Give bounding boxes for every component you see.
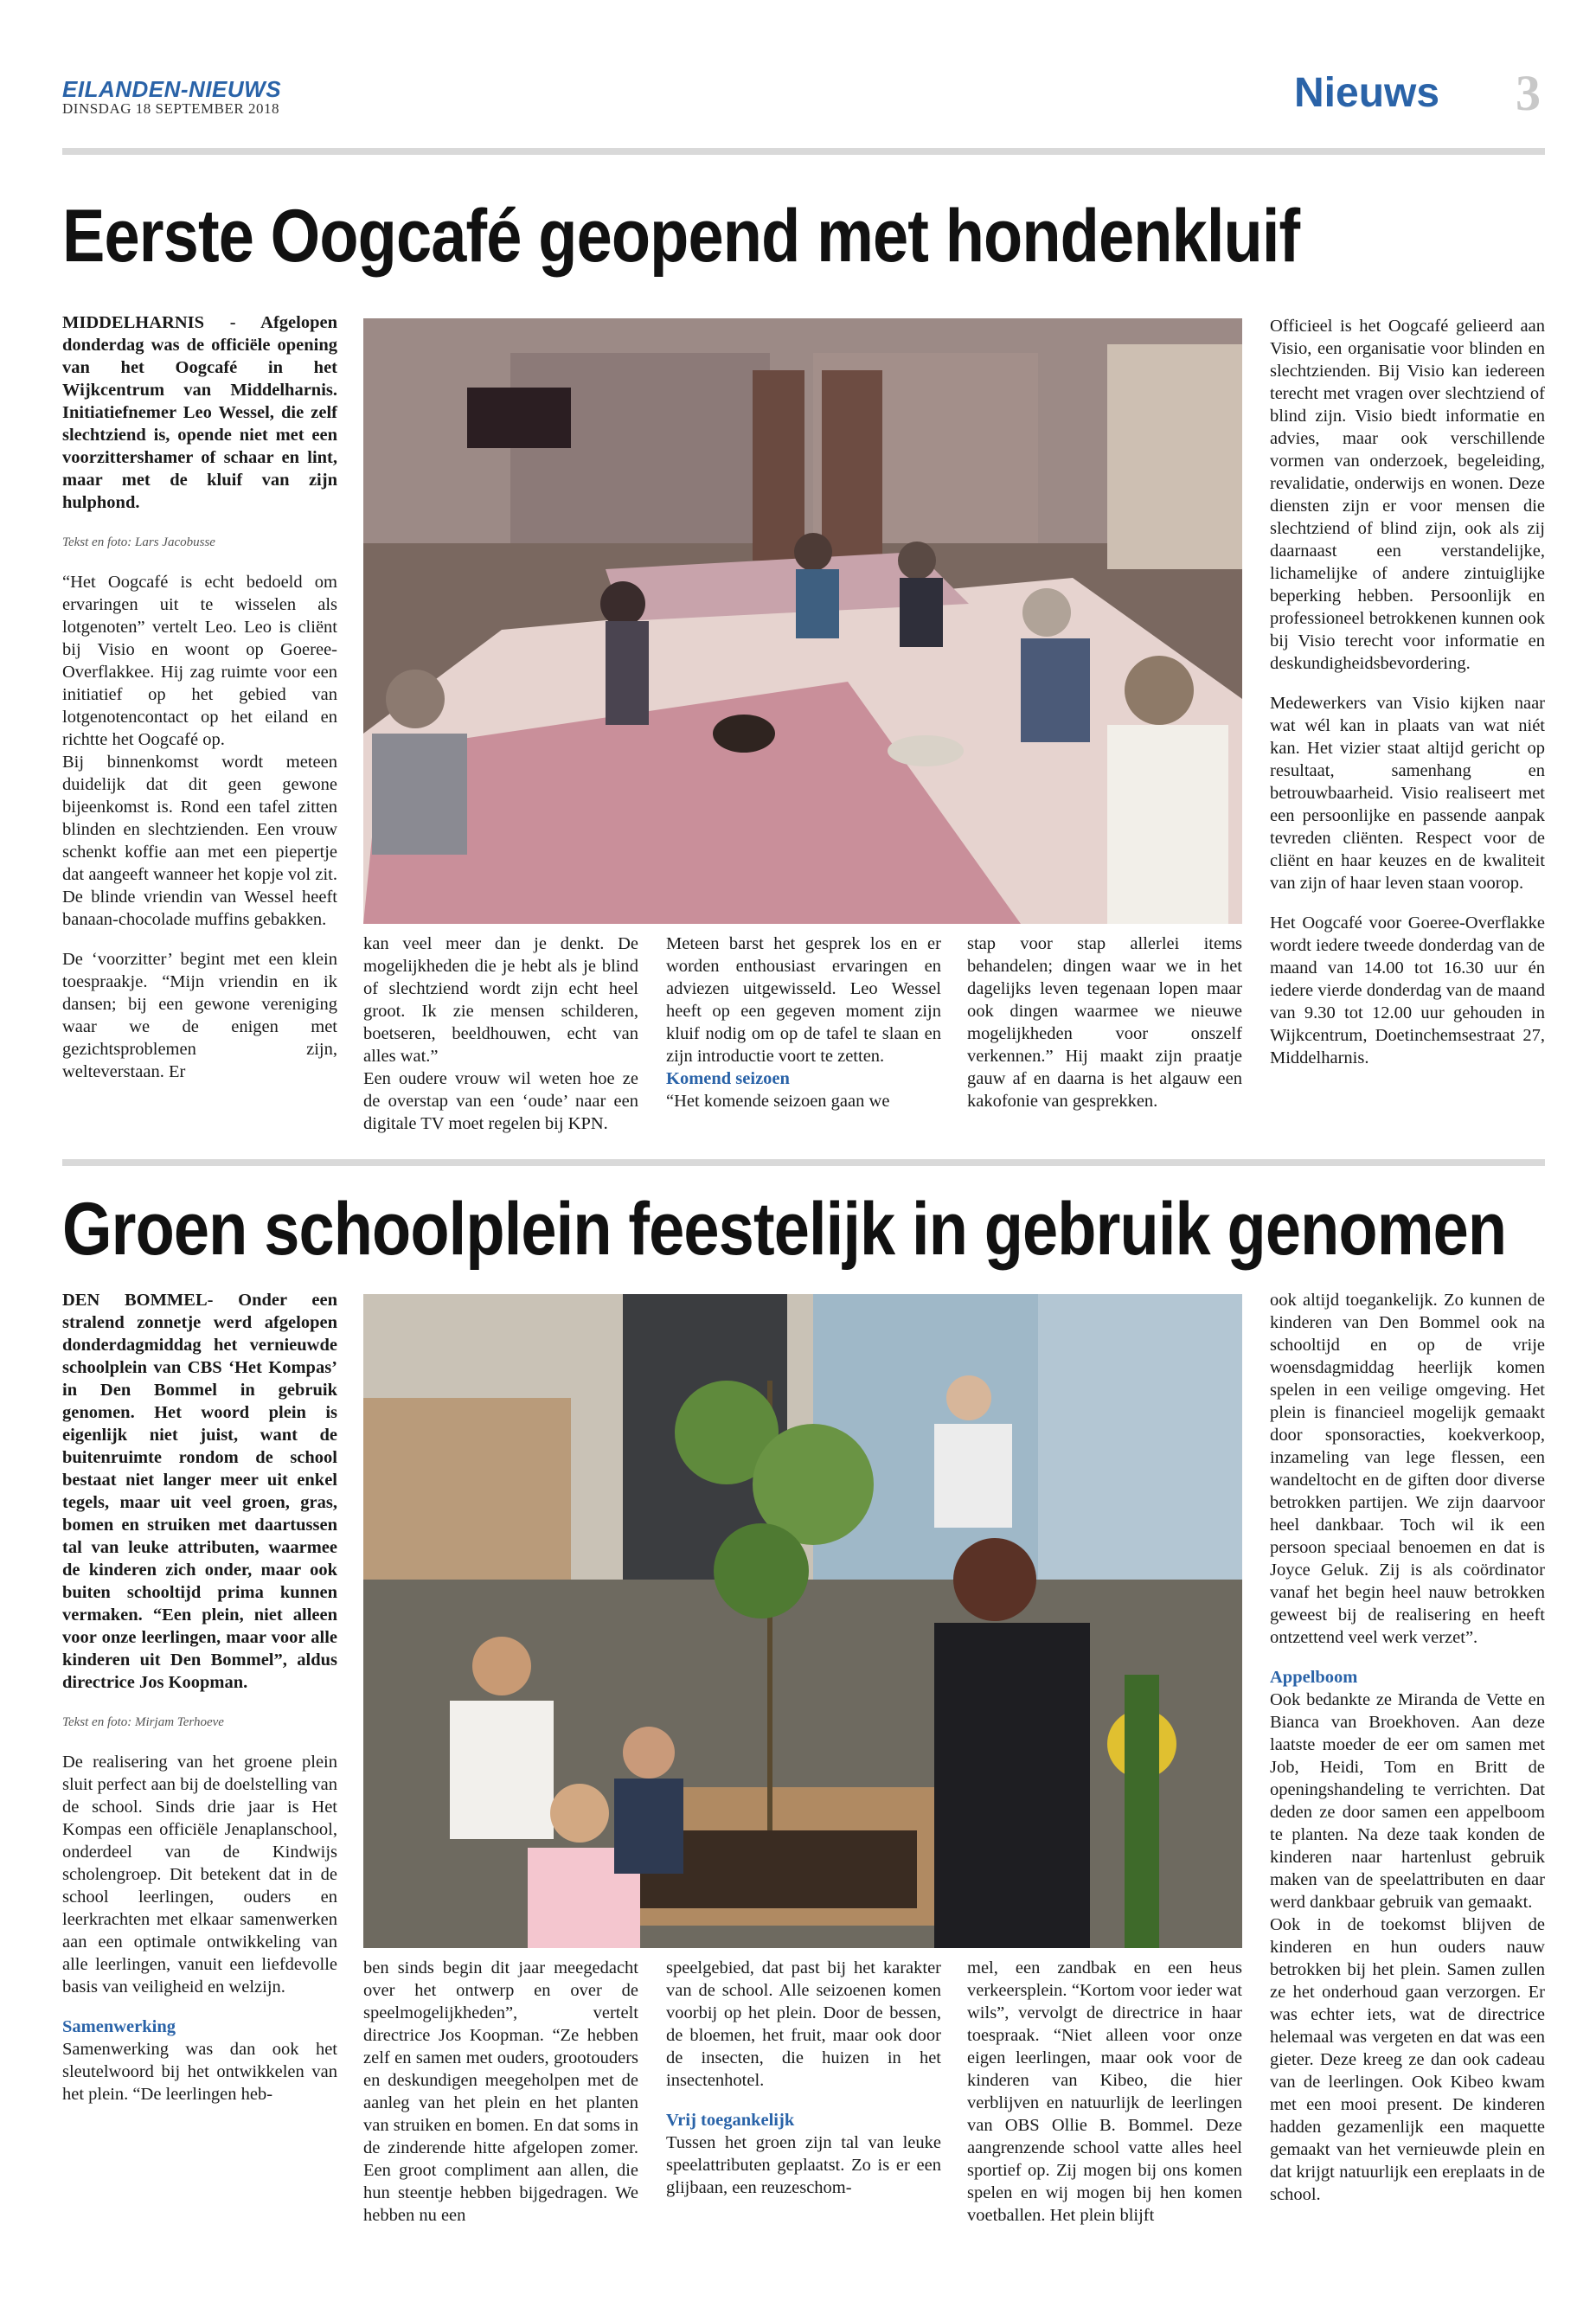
article2-paragraph: speelgebied, dat past bij het karakter van de school. Alle seizoenen komen voorbij op het plein. Door de bessen, de bloemen, het fruit, maar ook door de insecten, die huizen in het insectenhotel. <box>666 1958 941 2090</box>
article1-photo-oogcafe <box>363 318 1242 924</box>
photo-schoolyard-illustration <box>363 1294 1242 1948</box>
article1-paragraph: Bij binnenkomst wordt meteen duidelijk dat dit geen gewone bijeenkomst is. Rond een tafel zitten blinden en slechtzienden. Een vrouw schenkt koffie aan met een piepertje dat aangeeft wanneer het kopje vol zit. De blinde vriendin van Wessel heeft banaan-chocolade muffins gebakken. <box>62 753 337 929</box>
article2-paragraph: ook altijd toegankelijk. Zo kunnen de kinderen van Den Bommel ook na schooltijd en op de vrije woensdagmiddag heerlijk komen spelen in een veilige omgeving. Het plein is financieel mogelijk gemaakt door sponsoracties, koekverkoop, inzameling van lege flessen, een wandeltocht en de giften door diverse betrokken partijen. We zijn daarvoor heel dankbaar. Toch wil ik een persoon speciaal benoemen en dat is Joyce Geluk. Zij is als coördinator vanaf het begin heel nauw betrokken geweest bij de realisering en heeft ontzettend veel werk verzet”. <box>1270 1291 1545 1647</box>
article2-lead: DEN BOMMEL- Onder een stralend zonnetje werd afgelopen donderdagmiddag het vernieuwde schoolplein van CBS ‘Het Kompas’ in Den Bommel in gebruik genomen. Het woord plein is eigenlijk niet juist, want de buitenruimte rondom de school bestaat niet langer meer uit enkel tegels, maar uit veel groen, gras, bomen en struiken met daartussen tal van leuke attributen, waarmee de kinderen zich onder, maar ook buiten schooltijd prima kunnen vermaken. “Een plein, niet alleen voor onze leerlingen, maar voor alle kinderen uit Den Bommel”, aldus directrice Jos Koopman. <box>62 1291 337 1692</box>
article2-paragraph: Ook bedankte ze Miranda de Vette en Bianca van Broekhoven. Aan deze laatste moeder de eer om samen met Job, Heidi, Tom en Britt de openingshandeling te verrichten. Dat deden ze door samen een appelboom te planten. Na deze taak konden de kinderen naar hartenlust gebruik maken van de speelattributen en daar werd dankbaar gebruik van gemaakt. <box>1270 1690 1545 1912</box>
article1-subhead-komend-seizoen: Komend seizoen <box>666 1069 790 1088</box>
article2-photo-schoolplein <box>363 1294 1242 1948</box>
photo-meeting-room-illustration <box>363 318 1242 924</box>
article-divider <box>62 1159 1545 1166</box>
issue-date: DINSDAG 18 SEPTEMBER 2018 <box>62 100 279 117</box>
newspaper-logo: EILANDEN-NIEUWS <box>62 76 282 102</box>
page-number: 3 <box>1516 65 1541 121</box>
section-label: Nieuws <box>1294 70 1440 116</box>
article1-paragraph: “Het Oogcafé is echt bedoeld om ervaringen uit te wisselen als lotgenoten” vertelt Leo. Leo is cliënt bij Visio en woont op Goeree-Overflakkee. Hij zag ruimte voor een initiatief op het gebied van lotgenotencontact op het eiland en richtte het Oogcafé op. <box>62 573 337 749</box>
article2-photo-credit: Tekst en foto: Mirjam Terhoeve <box>62 1715 224 1729</box>
article1-column-5 <box>1270 315 1545 1086</box>
article1-column-4 <box>967 933 1242 1130</box>
article1-paragraph: Medewerkers van Visio kijken naar wat wél kan in plaats van wat niét kan. Het vizier staat altijd gericht op resultaat, samenhang en betrouwbaarheid. Visio realiseert met een persoonlijke en passende aanpak tevreden cliënten. Respect voor de cliënt en haar keuzes en de kwaliteit van zijn of haar leven staan voorop. <box>1270 694 1545 893</box>
article1-column-2 <box>363 933 638 1152</box>
article1-paragraph: stap voor stap allerlei items behandelen; dingen waar we in het dagelijks leven tegenaan lopen maar ook dingen waarmee we nieuwe mogelijkheden voor onszelf verkennen.” Hij maakt zijn praatje gauw af en daarna is het algauw een kakofonie van gesprekken. <box>967 934 1242 1111</box>
top-divider <box>62 148 1545 155</box>
article2-headline: Groen schoolplein feestelijk in gebruik genomen <box>62 1188 1507 1271</box>
article1-column-3 <box>666 933 941 1130</box>
article2-paragraph: De realisering van het groene plein sluit perfect aan bij de doelstelling van de school. Sinds drie jaar is Het Kompas een officiële Jenaplanschool, onderdeel van de Kindwijs scholengroep. Dit betekent dat in de school leerlingen, ouders en leerkrachten met elkaar samenwerken aan een optimale ontwikkeling van alle leerlingen, vanuit een liefdevolle basis van veiligheid en welzijn. <box>62 1753 337 1997</box>
article2-paragraph: ben sinds begin dit jaar meegedacht over het ontwerp en over de speelmogelijkheden”, vertelt directrice Jos Koopman. “Ze hebben zelf en samen met ouders, grootouders en deskundigen meegeholpen met de aanleg van het plein en het planten van struiken en bomen. En dat soms in de zinderende hitte afgelopen zomer. Een groot compliment aan allen, die hun steentje hebben bijgedragen. We hebben nu een <box>363 1958 638 2225</box>
article2-column-2 <box>363 1957 638 2244</box>
article2-paragraph: Ook in de toekomst blijven de kinderen en hun ouders nauw betrokken bij het plein. Samen zullen ze het onderhoud gaan verzorgen. Er was echter iets, wat de directrice helemaal was vergeten en dat was een gieter. Deze kreeg ze dan ook cadeau van de leerlingen. Ook Kibeo kwam met een mooi present. De kinderen hadden gezamenlijk een maquette gemaakt van het vernieuwde plein en dat krijgt natuurlijk een ereplaats in de school. <box>1270 1915 1545 2204</box>
article2-subhead-appelboom: Appelboom <box>1270 1668 1358 1687</box>
article2-subhead-vrij-toegankelijk: Vrij toegankelijk <box>666 2111 795 2130</box>
article1-paragraph: “Het komende seizoen gaan we <box>666 1092 890 1111</box>
article1-column-1 <box>62 311 337 1100</box>
article1-paragraph: kan veel meer dan je denkt. De mogelijkheden die je hebt als je blind of slechtziend wordt zijn echt heel groot. Ik zie mensen schilderen, boetseren, beeldhouwen, echt van alles wat.” <box>363 934 638 1066</box>
article2-column-3 <box>666 1957 941 2216</box>
article1-headline: Eerste Oogcafé geopend met hondenkluif <box>62 195 1300 278</box>
article1-photo-credit: Tekst en foto: Lars Jacobusse <box>62 535 215 549</box>
article1-paragraph: Het Oogcafé voor Goeree-Overflakke wordt iedere tweede donderdag van de maand van 14.00 tot 16.30 uur én iedere vierde donderdag van de maand van 9.30 tot 12.00 uur gehouden in Wijkcentrum, Doetinchemsestraat 27, Middelharnis. <box>1270 913 1545 1067</box>
article2-column-5 <box>1270 1289 1545 2223</box>
article2-column-1 <box>62 1289 337 2123</box>
article1-paragraph: Een oudere vrouw wil weten hoe ze de overstap van een ‘oude’ naar een digitale TV moet regelen bij KPN. <box>363 1069 638 1133</box>
article2-paragraph: Tussen het groen zijn tal van leuke speelattributen geplaatst. Zo is er een glijbaan, een reuzeschom- <box>666 2133 941 2197</box>
article2-column-4 <box>967 1957 1242 2244</box>
article1-paragraph: Officieel is het Oogcafé gelieerd aan Visio, een organisatie voor blinden en slechtzienden. Bij Visio kan iedereen terecht met vragen over slechtziend of blind zijn. Visio biedt informatie en advies, maar ook verschillende vormen van onderzoek, begeleiding, revalidatie, onderwijs en wonen. Deze diensten zijn er voor mensen die slechtziend of blind zijn, ook als zij daarnaast een verstandelijke, lichamelijke of andere zintuiglijke beperking hebben. Persoonlijk en professioneel betrokkenen kunnen ook bij Visio terecht voor informatie en deskundigheidsbevordering. <box>1270 317 1545 673</box>
article1-paragraph: Meteen barst het gesprek los en er worden enthousiast ervaringen en adviezen uitgewisseld. Leo Wessel heeft op een gegeven moment zijn kluif nodig om op de tafel te slaan en zijn introductie voort te zetten. <box>666 934 941 1066</box>
article2-subhead-samenwerking: Samenwerking <box>62 2017 176 2036</box>
article2-paragraph: mel, een zandbak en een heus verkeersplein. “Kortom voor ieder wat wils”, vervolgt de directrice in haar toespraak. “Niet alleen voor onze eigen leerlingen, maar ook voor de kinderen van Kibeo, die hier verblijven en natuurlijk de leerlingen van OBS Ollie B. Bommel. Deze aangrenzende school vatte alles heel sportief op. Zij mogen bij ons komen spelen en wij mogen bij hen komen voetballen. Het plein blijft <box>967 1958 1242 2225</box>
article1-lead: MIDDELHARNIS - Afgelopen donderdag was de officiële opening van het Oogcafé in het Wijkcentrum van Middelharnis. Initiatiefnemer Leo Wessel, die zelf slechtziend is, opende niet met een voorzittershamer of schaar en lint, maar met de kluif van zijn hulphond. <box>62 313 337 512</box>
article2-paragraph: Samenwerking was dan ook het sleutelwoord bij het ontwikkelen van het plein. “De leerlingen heb- <box>62 2040 337 2104</box>
article1-paragraph: De ‘voorzitter’ begint met een klein toespraakje. “Mijn vriendin en ik dansen; bij een gewone vereniging waar we de enigen met gezichtsproblemen zijn, welteverstaan. Er <box>62 950 337 1081</box>
